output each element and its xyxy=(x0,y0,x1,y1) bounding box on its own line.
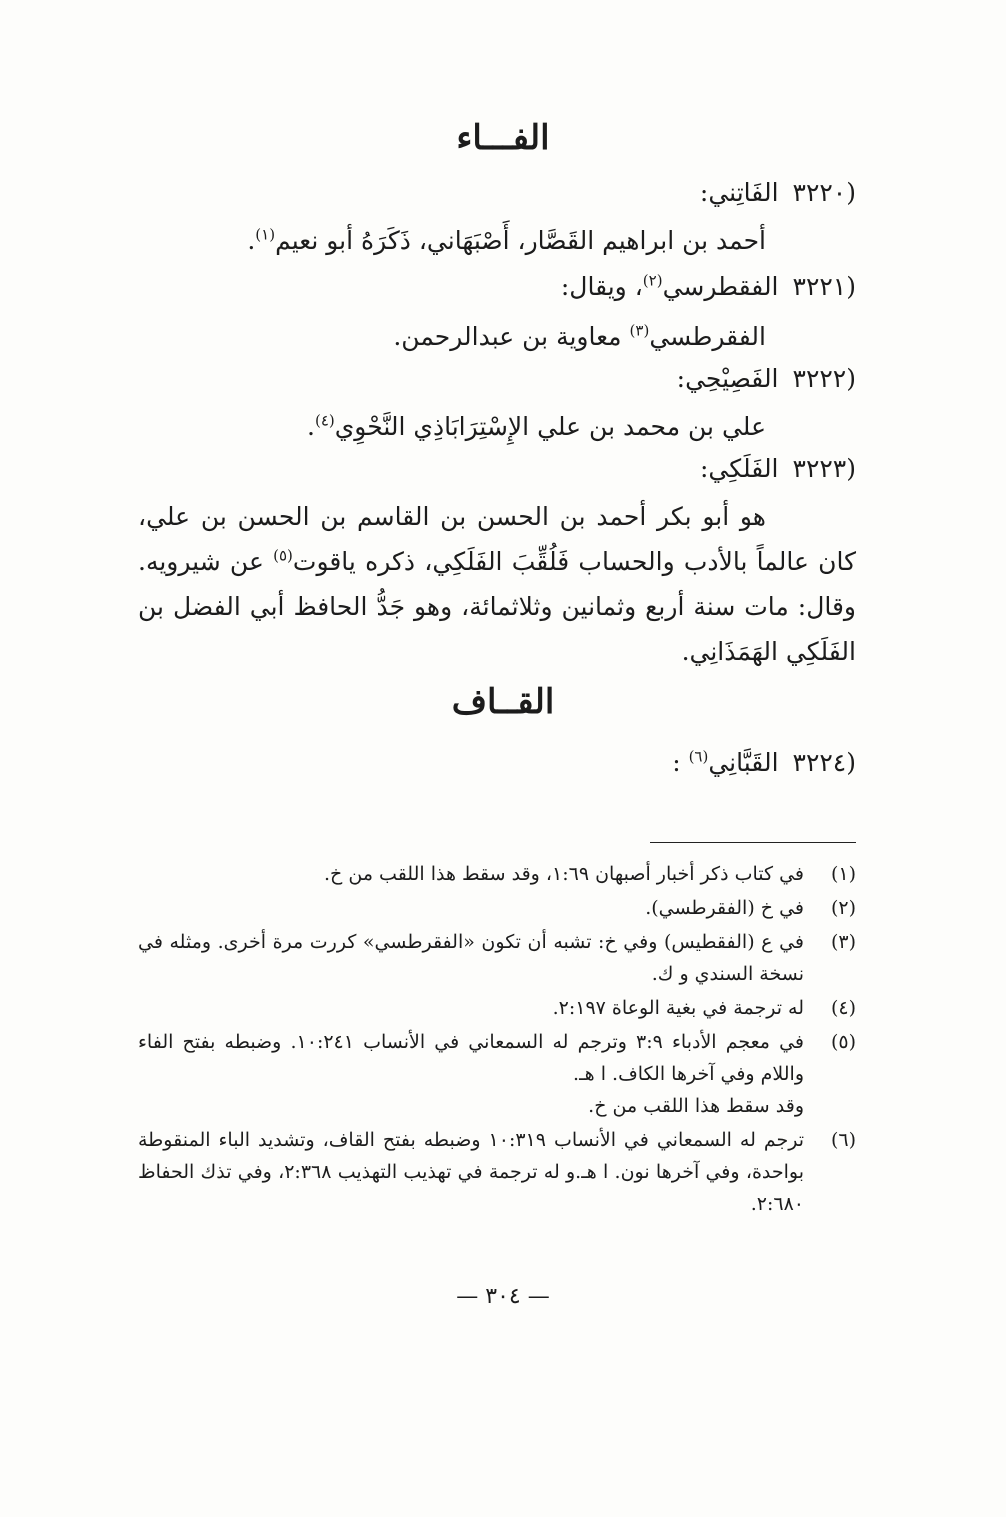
page-number: — ٣٠٤ — xyxy=(456,1284,550,1309)
entry-3220-text xyxy=(247,226,766,255)
entry-3223-paragraph xyxy=(138,494,856,674)
entry-headword: الفَاتِني: xyxy=(699,178,779,207)
entry-text: الفقرطسي xyxy=(649,322,766,351)
entry-headword-tail: ، ويقال: xyxy=(560,272,643,301)
footnote-number: (٢) xyxy=(830,897,856,919)
footnote-number: (٥) xyxy=(830,1031,856,1053)
section-title-fa: الفـــاء xyxy=(456,118,550,158)
footnote-ref: (٥) xyxy=(273,546,293,565)
paragraph-text: هو أبو بكر أحمد بن الحسن بن القاسم بن الحسن بن علي، كان عالماً بالأدب والحساب فَلُقِّبَ الفَلَكِي، ذكره ياقوت xyxy=(138,502,857,576)
entry-3222-head xyxy=(677,364,856,393)
entry-3223-head xyxy=(700,454,856,483)
footnote-text: في ع (الفقطيس) وفي خ: تشبه أن تكون «الفقرطسي» كررت مرة أخرى. ومثله في نسخة السندي و ك. xyxy=(138,931,804,985)
footnote xyxy=(138,992,856,1024)
paragraph-text-tail: عن شيرويه. وقال: مات سنة أربع وثمانين وثلاثمائة، وهو جَدُّ الحافظ أبي الفضل بن الفَلَكِي الهَمَذَانِي. xyxy=(138,547,856,666)
footnote-ref: (٣) xyxy=(629,321,650,340)
footnote-number: (٣) xyxy=(830,931,856,953)
footnote xyxy=(138,926,856,990)
entry-text-tail: . xyxy=(247,226,256,255)
entry-number: (٣٢٢٤ xyxy=(792,748,856,777)
entry-headword: القَبَّانِي xyxy=(708,748,779,777)
footnote-number: (٦) xyxy=(830,1129,856,1151)
footnote-text: ترجم له السمعاني في الأنساب ١٠:٣١٩ وضبطه بفتح القاف، وتشديد الباء المنقوطة بواحدة، وفي آخرها نون. ا هـ.و له ترجمة في تهذيب التهذيب ٢:٣٦٨، وفي تذك الحفاظ ٢:٦٨٠. xyxy=(138,1129,805,1215)
entry-headword: الفَلَكِي: xyxy=(699,454,779,483)
entry-number: (٣٢٢١ xyxy=(792,272,856,301)
footnotes xyxy=(138,858,856,1222)
entry-number: (٣٢٢٠ xyxy=(792,178,856,207)
entry-3222-text xyxy=(307,412,766,441)
entry-3221-text xyxy=(393,322,766,351)
entry-text: أحمد بن ابراهيم القَصَّار، أَصْبَهَاني، ذَكَرَهُ أبو نعيم xyxy=(275,226,766,255)
entry-headword: الفَصِيْحِي: xyxy=(676,364,779,393)
entry-3224-head xyxy=(672,748,856,777)
entry-headword: الفقطرسي xyxy=(662,272,779,301)
section-title-qaf: القــاف xyxy=(451,682,555,722)
footnote-text: في معجم الأدباء ٣:٩ وترجم له السمعاني في الأنساب ١٠:٢٤١. وضبطه بفتح الفاء واللام وفي آخرها الكاف. ا هـ. xyxy=(138,1031,804,1085)
footnote-text: في كتاب ذكر أخبار أصبهان ١:٦٩، وقد سقط هذا اللقب من خ. xyxy=(324,863,804,885)
entry-text: علي بن محمد بن علي الإِسْتِرَابَاذِي النَّحْوِي xyxy=(334,412,766,441)
footnote xyxy=(138,1124,856,1220)
footnote-number: (١) xyxy=(830,863,856,885)
footnote-text: له ترجمة في بغية الوعاة ٢:١٩٧. xyxy=(552,997,804,1019)
footnote-ref: (٦) xyxy=(688,747,709,766)
entry-text-tail: . xyxy=(307,412,315,441)
entry-text-tail: معاوية بن عبدالرحمن. xyxy=(393,322,630,351)
entry-3220-head xyxy=(700,178,856,207)
entry-3221-head xyxy=(561,272,856,301)
entry-number: (٣٢٢٣ xyxy=(792,454,856,483)
footnote xyxy=(138,1026,856,1122)
footnote-ref: (٤) xyxy=(314,411,335,430)
footnote-ref: (٢) xyxy=(642,271,663,290)
footnote-text: في خ (الفقرطسي). xyxy=(645,897,804,919)
footnote-text: وقد سقط هذا اللقب من خ. xyxy=(588,1095,804,1117)
entry-headword-tail: : xyxy=(672,748,689,777)
footnote xyxy=(138,892,856,924)
footnote-separator xyxy=(650,842,856,843)
footnote xyxy=(138,858,856,890)
entry-number: (٣٢٢٢ xyxy=(792,364,856,393)
footnote-number: (٤) xyxy=(830,997,856,1019)
footnote-ref: (١) xyxy=(255,225,276,244)
